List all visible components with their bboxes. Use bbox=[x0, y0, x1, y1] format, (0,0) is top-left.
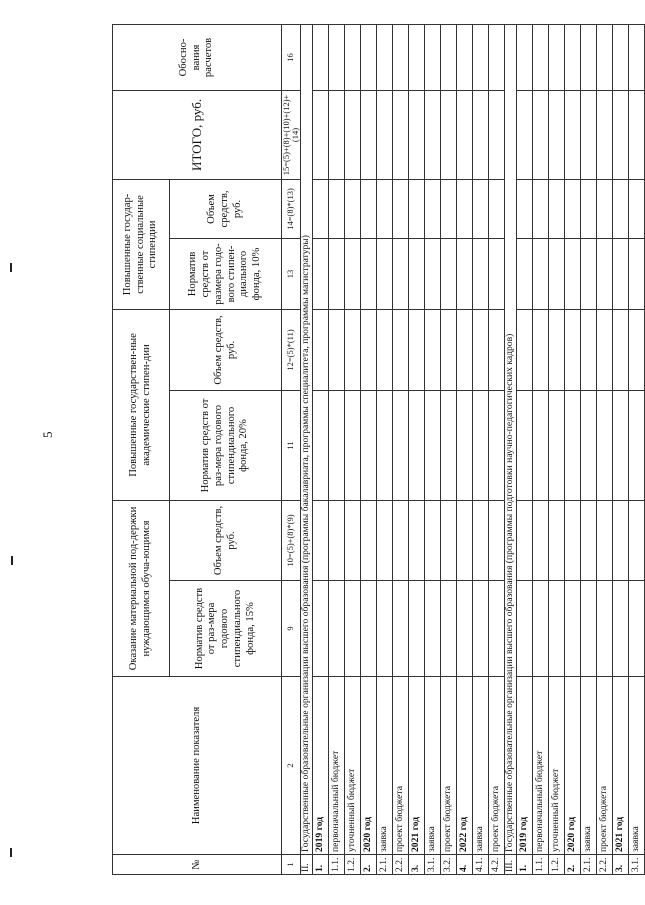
empty-cell bbox=[548, 238, 564, 309]
empty-cell bbox=[532, 179, 548, 238]
col-total-header: ИТОГО, руб. bbox=[113, 90, 282, 179]
empty-cell bbox=[376, 309, 392, 390]
empty-cell bbox=[548, 309, 564, 390]
row-number: 3. bbox=[408, 855, 424, 875]
sub-volume: Объем средств, руб. bbox=[170, 309, 282, 390]
empty-cell bbox=[580, 238, 596, 309]
empty-cell bbox=[628, 390, 644, 500]
empty-cell bbox=[580, 90, 596, 179]
empty-cell bbox=[328, 179, 344, 238]
empty-cell bbox=[516, 581, 532, 677]
empty-cell bbox=[472, 179, 488, 238]
empty-cell bbox=[312, 309, 328, 390]
empty-cell bbox=[628, 24, 644, 90]
table-row bbox=[532, 24, 548, 874]
empty-cell bbox=[344, 238, 360, 309]
row-number: 4. bbox=[456, 855, 472, 875]
empty-cell bbox=[580, 24, 596, 90]
sub-norm-10: Норматив средств от размера годо-вого стипен-диального фонда, 10% bbox=[170, 238, 282, 309]
empty-cell bbox=[488, 24, 504, 90]
col-basis-header: Обосно-вания расчетов bbox=[113, 24, 282, 90]
empty-cell bbox=[424, 581, 440, 677]
empty-cell bbox=[392, 24, 408, 90]
table-body bbox=[300, 24, 644, 874]
empty-cell bbox=[312, 500, 328, 580]
empty-cell bbox=[376, 90, 392, 179]
empty-cell bbox=[516, 238, 532, 309]
table-row bbox=[376, 24, 392, 874]
row-name: 2022 год bbox=[456, 677, 472, 855]
empty-cell bbox=[440, 390, 456, 500]
empty-cell bbox=[532, 581, 548, 677]
empty-cell bbox=[376, 390, 392, 500]
section-number: III. bbox=[504, 855, 516, 875]
empty-cell bbox=[612, 90, 628, 179]
empty-cell bbox=[472, 581, 488, 677]
empty-cell bbox=[360, 581, 376, 677]
empty-cell bbox=[424, 309, 440, 390]
column-numbers-row bbox=[282, 24, 301, 874]
empty-cell bbox=[532, 238, 548, 309]
empty-cell bbox=[548, 581, 564, 677]
row-number: 1.1. bbox=[328, 855, 344, 875]
empty-cell bbox=[516, 390, 532, 500]
empty-cell bbox=[456, 390, 472, 500]
empty-cell bbox=[612, 238, 628, 309]
row-number: 4.1. bbox=[472, 855, 488, 875]
empty-cell bbox=[392, 179, 408, 238]
empty-cell bbox=[328, 90, 344, 179]
empty-cell bbox=[424, 179, 440, 238]
empty-cell bbox=[488, 90, 504, 179]
col-number: 14=(8)*(13) bbox=[282, 179, 301, 238]
table-row bbox=[580, 24, 596, 874]
row-name: 2021 год bbox=[612, 677, 628, 855]
empty-cell bbox=[564, 179, 580, 238]
empty-cell bbox=[408, 309, 424, 390]
empty-cell bbox=[408, 238, 424, 309]
empty-cell bbox=[328, 309, 344, 390]
row-name: 2021 год bbox=[408, 677, 424, 855]
empty-cell bbox=[628, 309, 644, 390]
empty-cell bbox=[392, 581, 408, 677]
table-row bbox=[628, 24, 644, 874]
empty-cell bbox=[472, 238, 488, 309]
empty-cell bbox=[596, 179, 612, 238]
table-row bbox=[312, 24, 328, 874]
sub-volume: Объем средств, руб. bbox=[170, 179, 282, 238]
empty-cell bbox=[516, 179, 532, 238]
table-row bbox=[516, 24, 532, 874]
empty-cell bbox=[472, 390, 488, 500]
empty-cell bbox=[548, 179, 564, 238]
row-number: 2. bbox=[360, 855, 376, 875]
empty-cell bbox=[456, 90, 472, 179]
empty-cell bbox=[344, 500, 360, 580]
empty-cell bbox=[580, 309, 596, 390]
col-number: 13 bbox=[282, 238, 301, 309]
row-number: 1. bbox=[516, 855, 532, 875]
empty-cell bbox=[488, 500, 504, 580]
empty-cell bbox=[440, 24, 456, 90]
empty-cell bbox=[440, 581, 456, 677]
col-number: 15=(5)+(8)+(10)+(12)+(14) bbox=[282, 90, 301, 179]
empty-cell bbox=[408, 90, 424, 179]
col-number: 9 bbox=[282, 581, 301, 677]
empty-cell bbox=[360, 390, 376, 500]
empty-cell bbox=[596, 500, 612, 580]
sub-volume: Объем средств, руб. bbox=[170, 500, 282, 580]
empty-cell bbox=[488, 309, 504, 390]
empty-cell bbox=[564, 309, 580, 390]
table-row bbox=[548, 24, 564, 874]
col-number: 1 bbox=[282, 855, 301, 875]
empty-cell bbox=[312, 24, 328, 90]
table-row bbox=[424, 24, 440, 874]
empty-cell bbox=[488, 179, 504, 238]
empty-cell bbox=[456, 309, 472, 390]
empty-cell bbox=[392, 500, 408, 580]
row-number: 3.2. bbox=[440, 855, 456, 875]
row-name: заявка bbox=[424, 677, 440, 855]
section-title: Государственные образовательные организации высшего образования (программы бакалавриата, программы специалитета, программы магистратуры) bbox=[300, 24, 312, 854]
sub-norm-15: Норматив средств от раз-мера годового стипендиального фонда, 15% bbox=[170, 581, 282, 677]
empty-cell bbox=[328, 390, 344, 500]
empty-cell bbox=[532, 500, 548, 580]
empty-cell bbox=[376, 179, 392, 238]
section-title: Государственные образовательные организации высшего образования (программы подготовки научно-педагогических кадров) bbox=[504, 24, 516, 854]
table-row bbox=[612, 24, 628, 874]
empty-cell bbox=[516, 500, 532, 580]
empty-cell bbox=[376, 238, 392, 309]
table-row bbox=[328, 24, 344, 874]
empty-cell bbox=[596, 90, 612, 179]
row-number: 1.2. bbox=[548, 855, 564, 875]
empty-cell bbox=[580, 390, 596, 500]
empty-cell bbox=[312, 90, 328, 179]
empty-cell bbox=[376, 581, 392, 677]
empty-cell bbox=[360, 179, 376, 238]
empty-cell bbox=[596, 581, 612, 677]
empty-cell bbox=[344, 390, 360, 500]
empty-cell bbox=[472, 500, 488, 580]
empty-cell bbox=[532, 309, 548, 390]
empty-cell bbox=[516, 24, 532, 90]
empty-cell bbox=[472, 90, 488, 179]
empty-cell bbox=[360, 24, 376, 90]
empty-cell bbox=[456, 179, 472, 238]
row-name: первоначальный бюджет bbox=[532, 677, 548, 855]
section-number: II. bbox=[300, 855, 312, 875]
empty-cell bbox=[548, 90, 564, 179]
row-name: заявка bbox=[472, 677, 488, 855]
empty-cell bbox=[312, 581, 328, 677]
table-row bbox=[360, 24, 376, 874]
empty-cell bbox=[456, 581, 472, 677]
empty-cell bbox=[424, 90, 440, 179]
empty-cell bbox=[328, 24, 344, 90]
empty-cell bbox=[328, 238, 344, 309]
col-no-header: № bbox=[113, 855, 282, 875]
empty-cell bbox=[360, 238, 376, 309]
group-academic-stipend: Повышенные государствен-ные академические стипен-дии bbox=[113, 309, 170, 500]
row-name: 2019 год bbox=[516, 677, 532, 855]
empty-cell bbox=[424, 500, 440, 580]
empty-cell bbox=[328, 500, 344, 580]
empty-cell bbox=[376, 24, 392, 90]
empty-cell bbox=[440, 90, 456, 179]
row-name: проект бюджета bbox=[392, 677, 408, 855]
empty-cell bbox=[612, 24, 628, 90]
row-number: 2. bbox=[564, 855, 580, 875]
empty-cell bbox=[532, 24, 548, 90]
empty-cell bbox=[628, 90, 644, 179]
empty-cell bbox=[488, 390, 504, 500]
empty-cell bbox=[376, 500, 392, 580]
empty-cell bbox=[580, 179, 596, 238]
row-name: проект бюджета bbox=[440, 677, 456, 855]
empty-cell bbox=[612, 179, 628, 238]
empty-cell bbox=[312, 238, 328, 309]
empty-cell bbox=[564, 581, 580, 677]
empty-cell bbox=[408, 581, 424, 677]
empty-cell bbox=[596, 238, 612, 309]
empty-cell bbox=[440, 179, 456, 238]
table-row bbox=[564, 24, 580, 874]
table-row bbox=[344, 24, 360, 874]
col-name-header: Наименование показателя bbox=[113, 677, 282, 855]
empty-cell bbox=[516, 309, 532, 390]
empty-cell bbox=[516, 90, 532, 179]
empty-cell bbox=[580, 500, 596, 580]
row-name: уточненный бюджет bbox=[548, 677, 564, 855]
group-material-support: Оказание материальной под-держки нуждающимся обуча-ющимся bbox=[113, 500, 170, 676]
rotated-table-container bbox=[112, 25, 642, 875]
empty-cell bbox=[456, 24, 472, 90]
empty-cell bbox=[344, 90, 360, 179]
empty-cell bbox=[548, 500, 564, 580]
empty-cell bbox=[596, 309, 612, 390]
empty-cell bbox=[580, 581, 596, 677]
margin-mark bbox=[10, 848, 12, 857]
row-number: 1.1. bbox=[532, 855, 548, 875]
budget-table bbox=[112, 24, 645, 875]
empty-cell bbox=[628, 500, 644, 580]
empty-cell bbox=[360, 500, 376, 580]
row-name: заявка bbox=[376, 677, 392, 855]
section-row bbox=[300, 24, 312, 874]
empty-cell bbox=[392, 309, 408, 390]
empty-cell bbox=[628, 238, 644, 309]
empty-cell bbox=[532, 90, 548, 179]
page-number: 5 bbox=[40, 431, 55, 438]
empty-cell bbox=[532, 390, 548, 500]
empty-cell bbox=[408, 179, 424, 238]
row-number: 2.2. bbox=[392, 855, 408, 875]
empty-cell bbox=[312, 390, 328, 500]
row-number: 1. bbox=[312, 855, 328, 875]
empty-cell bbox=[440, 500, 456, 580]
empty-cell bbox=[548, 24, 564, 90]
empty-cell bbox=[612, 390, 628, 500]
empty-cell bbox=[612, 500, 628, 580]
empty-cell bbox=[392, 238, 408, 309]
row-number: 2.2. bbox=[596, 855, 612, 875]
empty-cell bbox=[344, 581, 360, 677]
empty-cell bbox=[344, 309, 360, 390]
empty-cell bbox=[344, 24, 360, 90]
col-number: 11 bbox=[282, 390, 301, 500]
table-row bbox=[408, 24, 424, 874]
empty-cell bbox=[564, 90, 580, 179]
empty-cell bbox=[392, 390, 408, 500]
empty-cell bbox=[424, 390, 440, 500]
empty-cell bbox=[628, 179, 644, 238]
empty-cell bbox=[564, 500, 580, 580]
row-number: 4.2. bbox=[488, 855, 504, 875]
empty-cell bbox=[360, 90, 376, 179]
empty-cell bbox=[456, 238, 472, 309]
row-name: заявка bbox=[580, 677, 596, 855]
empty-cell bbox=[564, 238, 580, 309]
row-name: проект бюджета bbox=[488, 677, 504, 855]
empty-cell bbox=[472, 309, 488, 390]
empty-cell bbox=[628, 581, 644, 677]
group-social-stipend: Повышенные государ-ственные социальные стипендии bbox=[113, 179, 170, 309]
row-number: 1.2. bbox=[344, 855, 360, 875]
empty-cell bbox=[440, 238, 456, 309]
table-row bbox=[596, 24, 612, 874]
col-number: 10=(5)+(8)*(9) bbox=[282, 500, 301, 580]
row-number: 3. bbox=[612, 855, 628, 875]
empty-cell bbox=[612, 581, 628, 677]
row-number: 2.1. bbox=[580, 855, 596, 875]
empty-cell bbox=[488, 238, 504, 309]
empty-cell bbox=[424, 238, 440, 309]
margin-mark bbox=[11, 556, 13, 565]
section-row bbox=[504, 24, 516, 874]
empty-cell bbox=[360, 309, 376, 390]
col-number: 12=(5)*(11) bbox=[282, 309, 301, 390]
table-row bbox=[472, 24, 488, 874]
margin-mark bbox=[10, 263, 12, 272]
empty-cell bbox=[408, 500, 424, 580]
empty-cell bbox=[424, 24, 440, 90]
empty-cell bbox=[472, 24, 488, 90]
table-row bbox=[488, 24, 504, 874]
empty-cell bbox=[408, 24, 424, 90]
table-row bbox=[392, 24, 408, 874]
col-number: 16 bbox=[282, 24, 301, 90]
row-number: 3.1. bbox=[424, 855, 440, 875]
empty-cell bbox=[596, 390, 612, 500]
empty-cell bbox=[564, 390, 580, 500]
empty-cell bbox=[564, 24, 580, 90]
empty-cell bbox=[488, 581, 504, 677]
empty-cell bbox=[440, 309, 456, 390]
table-row bbox=[440, 24, 456, 874]
empty-cell bbox=[596, 24, 612, 90]
row-name: проект бюджета bbox=[596, 677, 612, 855]
col-number: 2 bbox=[282, 677, 301, 855]
row-name: 2020 год bbox=[360, 677, 376, 855]
sub-norm-20: Норматив средств от раз-мера годового стипендиального фонда, 20% bbox=[170, 390, 282, 500]
row-name: первоначальный бюджет bbox=[328, 677, 344, 855]
row-name: 2019 год bbox=[312, 677, 328, 855]
row-name: уточненный бюджет bbox=[344, 677, 360, 855]
empty-cell bbox=[312, 179, 328, 238]
empty-cell bbox=[548, 390, 564, 500]
empty-cell bbox=[612, 309, 628, 390]
empty-cell bbox=[408, 390, 424, 500]
empty-cell bbox=[392, 90, 408, 179]
row-name: 2020 год bbox=[564, 677, 580, 855]
row-name: заявка bbox=[628, 677, 644, 855]
row-number: 2.1. bbox=[376, 855, 392, 875]
empty-cell bbox=[344, 179, 360, 238]
empty-cell bbox=[328, 581, 344, 677]
empty-cell bbox=[456, 500, 472, 580]
table-row bbox=[456, 24, 472, 874]
row-number: 3.1. bbox=[628, 855, 644, 875]
